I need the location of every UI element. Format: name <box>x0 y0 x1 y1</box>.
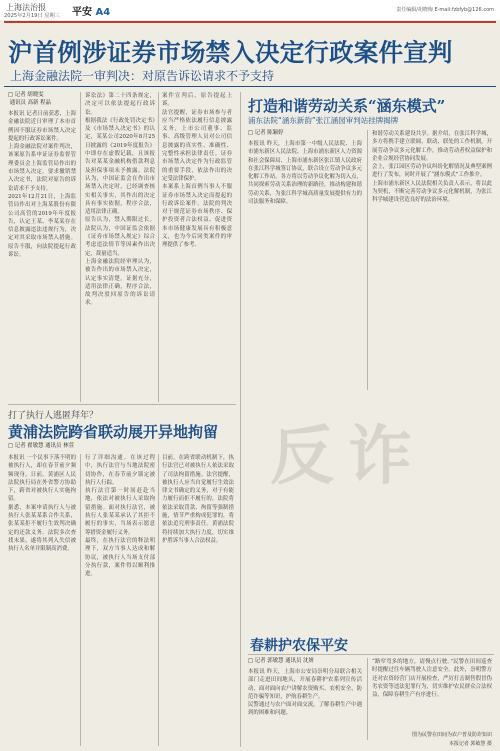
story4-col-2: “路窄弯多的地方，请慢点行驶。”民警在田间巡查时提醒过往车辆驾驶人注意安全。此外，崇明警方还对农资经营门店开展检查，严厉打击制售假冒伪劣农资等违法犯罪行为，切实维护农民群众合法权益，保障春耕生产有序进行。 <box>372 659 492 699</box>
main-headline: 沪首例涉证券市场禁入决定行政案件宣判 <box>8 38 453 67</box>
story2-kicker: 打了执行人逃匿拜年？ <box>8 411 99 421</box>
story4-col-1: 本报讯 昨天，上海市公安局崇明分局联合相关部门走进田间地头，开展春耕护农系列宣传活动，面对面向农户讲解农资购买、农机安全、防范诈骗等知识，护航春耕生产。 民警通过与农户面对面交流，了解春耕生产中遇到的困难和问题。 <box>248 669 362 717</box>
story4-headline: 春耕护农保平安 <box>250 638 348 654</box>
column-divider <box>367 658 368 740</box>
story2-col-3: 目前，在跨省联动机制下，执行法官已对被执行人依法采取了司法拘留措施。法官提醒，被执行人应当自觉履行生效法律文书确定的义务，对于有能力履行而拒不履行的，法院将依法采取罚款、拘留等强制措施，情节严重构成犯罪的，将依法追究刑事责任。黄浦法院将持续加大执行力度，切实维护胜诉当事人合法权益。 <box>162 455 234 544</box>
column-divider <box>158 92 159 402</box>
section-name: 平安 <box>72 7 92 18</box>
dateline: 2025年2月19日 星期三 <box>4 13 60 19</box>
masthead: 上海法治报 <box>6 3 46 12</box>
story2-col-1: 本报讯 一个民事下落不明的被执行人，却在春节前夕频频现身。日前，黄浦区人民法院执行局在外省警方协助下，跨省对被执行人实施拘留。 据悉，本案申请执行人与被执行人张某某系合作关系，张某某拒不履行生效判决确定的还款义务。法院多次查找未果，遂将其列入失信被执行人名单并限制高消费。 <box>8 455 76 553</box>
story3-col-2: 和谐劳动关系建设共享。据介绍，在张江科学城，多方将携手建立联调、联动、联处的工作机制，开展劳动争议多元化解工作，推动劳动者权益保护和企业合规经营协同发展。 会上，张江园区劳动争议纠纷化解情况及典型案例进行了发布，同时开展了“涵东模式”工作推介。 上海市浦东新区人民法院相关负责人表示，将以此为契机，不断完善劳动争议多元化解机制，为张江科学城建设营造良好的法治环境。 <box>372 131 492 204</box>
story3-byline: □ 记者 陈颖婷 <box>248 130 284 136</box>
main-col-3: 案件宣判后，原告提起上诉。 法官提醒，证券市场参与者应当严格依法履行信息披露义务，上市公司董事、监事、高级管理人员对公司信息披露的真实性、准确性、完整性承担法律责任。证券市场禁入决定作为行政监管的重要手段，依法作出的决定受法律保护。 本案系上海首例当事人不服证券市场禁入决定而提起的行政诉讼案件。法院的判决对于规范证券市场秩序、保护投资者合法权益、促进资本市场健康发展具有积极意义，也为今后同类案件的审理提供了参考。 <box>162 93 232 249</box>
column-divider <box>367 130 368 390</box>
story3-col-1: 本报讯 昨天，上海市第一中级人民法院、上海市浦东新区人民法院、上海市浦东新区人力资源和社会保障局、上海市浦东新区张江镇人民政府在张江科学城签订协议，联合设立劳动争议多元化解工作站。各方将以劳动争议化解为切入点，共同探索劳动关系治理的新路径，推动构建和谐劳动关系，为张江科学城高质量发展提供有力的司法服务和保障。 <box>248 141 362 206</box>
story3-headline: 打造和谐劳动关系“涵东模式” <box>248 97 446 115</box>
section-label <box>72 3 110 18</box>
section-rule <box>248 654 494 655</box>
page-number: A4 <box>95 7 111 18</box>
story2-col-2: 行了详细沟通。在该过程中，执行法官与当地法院密切协作，在春节前夕锁定被执行人行踪。 执行法官第一时间赶赴当地，依法对被执行人采取拘留措施。面对执行法官，被执行人张某某承认了其拒不履行的事实，当场表示愿意筹措资金履行义务。 最终，在执行法官的释法明理下，双方当事人达成和解协议，被执行人当场支付部分执行款，案件得以顺利推进。 <box>85 455 155 578</box>
story2-headline: 黄浦法院跨省联动展开异地拘留 <box>8 423 219 441</box>
page-divider <box>240 92 241 747</box>
photo-credit: 本报记者 郭敏慧 摄 <box>448 741 492 747</box>
editor-line: 责任编辑/胡晓梅 E-mail:fzbfyb@126.com <box>396 7 494 13</box>
story3-subhead: 浦东法院“涵东新韵”张江涵园审判站挂牌揭牌 <box>248 116 399 125</box>
headline-rule <box>4 86 496 87</box>
main-byline: □ 记者 胡晓雯 通讯员 高新 程晶 <box>8 92 51 106</box>
anti-fraud-watermark: 反诈 <box>270 419 426 494</box>
main-subhead: 上海金融法院一审判决：对原告诉讼请求不予支持 <box>10 69 275 83</box>
column-divider <box>80 454 81 746</box>
story4-byline: □ 记者 郭敏慧 通讯员 沈妍 <box>248 658 314 664</box>
section-rule <box>8 404 236 405</box>
main-col-1: 本报讯 记者日前获悉，上海金融法院近日审理了本市首例因不服证券市场禁入决定提起的行政诉讼案件。 上海金融法院对案件判决，该案原告系申证证券监督管理委员会上海监管局作出的市场禁入决定，要求撤销禁入决定书，法院对原告的诉讼请求不予支持。 2021年12月21日，上海监管局作出对上海某股份有限公司高管的2019年年度报告，认定王某、李某某存在信息披露违法违规行为，决定对其采取市场禁入措施。原告不服，向法院提起行政诉讼。 <box>8 111 76 259</box>
header-rule <box>4 21 496 23</box>
photo-caption: 图为民警在田间为农户普及防诈知识 <box>411 732 492 738</box>
column-divider <box>158 454 159 746</box>
main-col-2: 诉讼法》第二十四条规定，决定可以依法提起行政诉讼。 根据我法《行政处罚决定书》及《市场禁入决定书》的认定，某某公司2020年8月25日披露的《2019年度报告》中即存在虚假记载，且该报告对某某金融机构借款利息及担保事项未予披露。法院认为，中国证监会在作出市场禁入决定时，已经调查核实相关事实，其作出的决定具有事实依据，程序合法，适用法律正确。 原告认为，禁入期限过长。法院认为，中国证监会依据《证券市场禁入规定》综合考虑违法情节等因素作出决定，裁量适当。 上海金融法院经审理认为，被告作出的市场禁入决定，认定事实清楚，证据充分，适用法律正确，程序合法，故判决驳回原告的诉讼请求。 <box>85 93 155 307</box>
story2-byline: □ 记者 翟敏慧 通讯员 林萱 <box>8 443 74 449</box>
column-divider <box>80 92 81 402</box>
